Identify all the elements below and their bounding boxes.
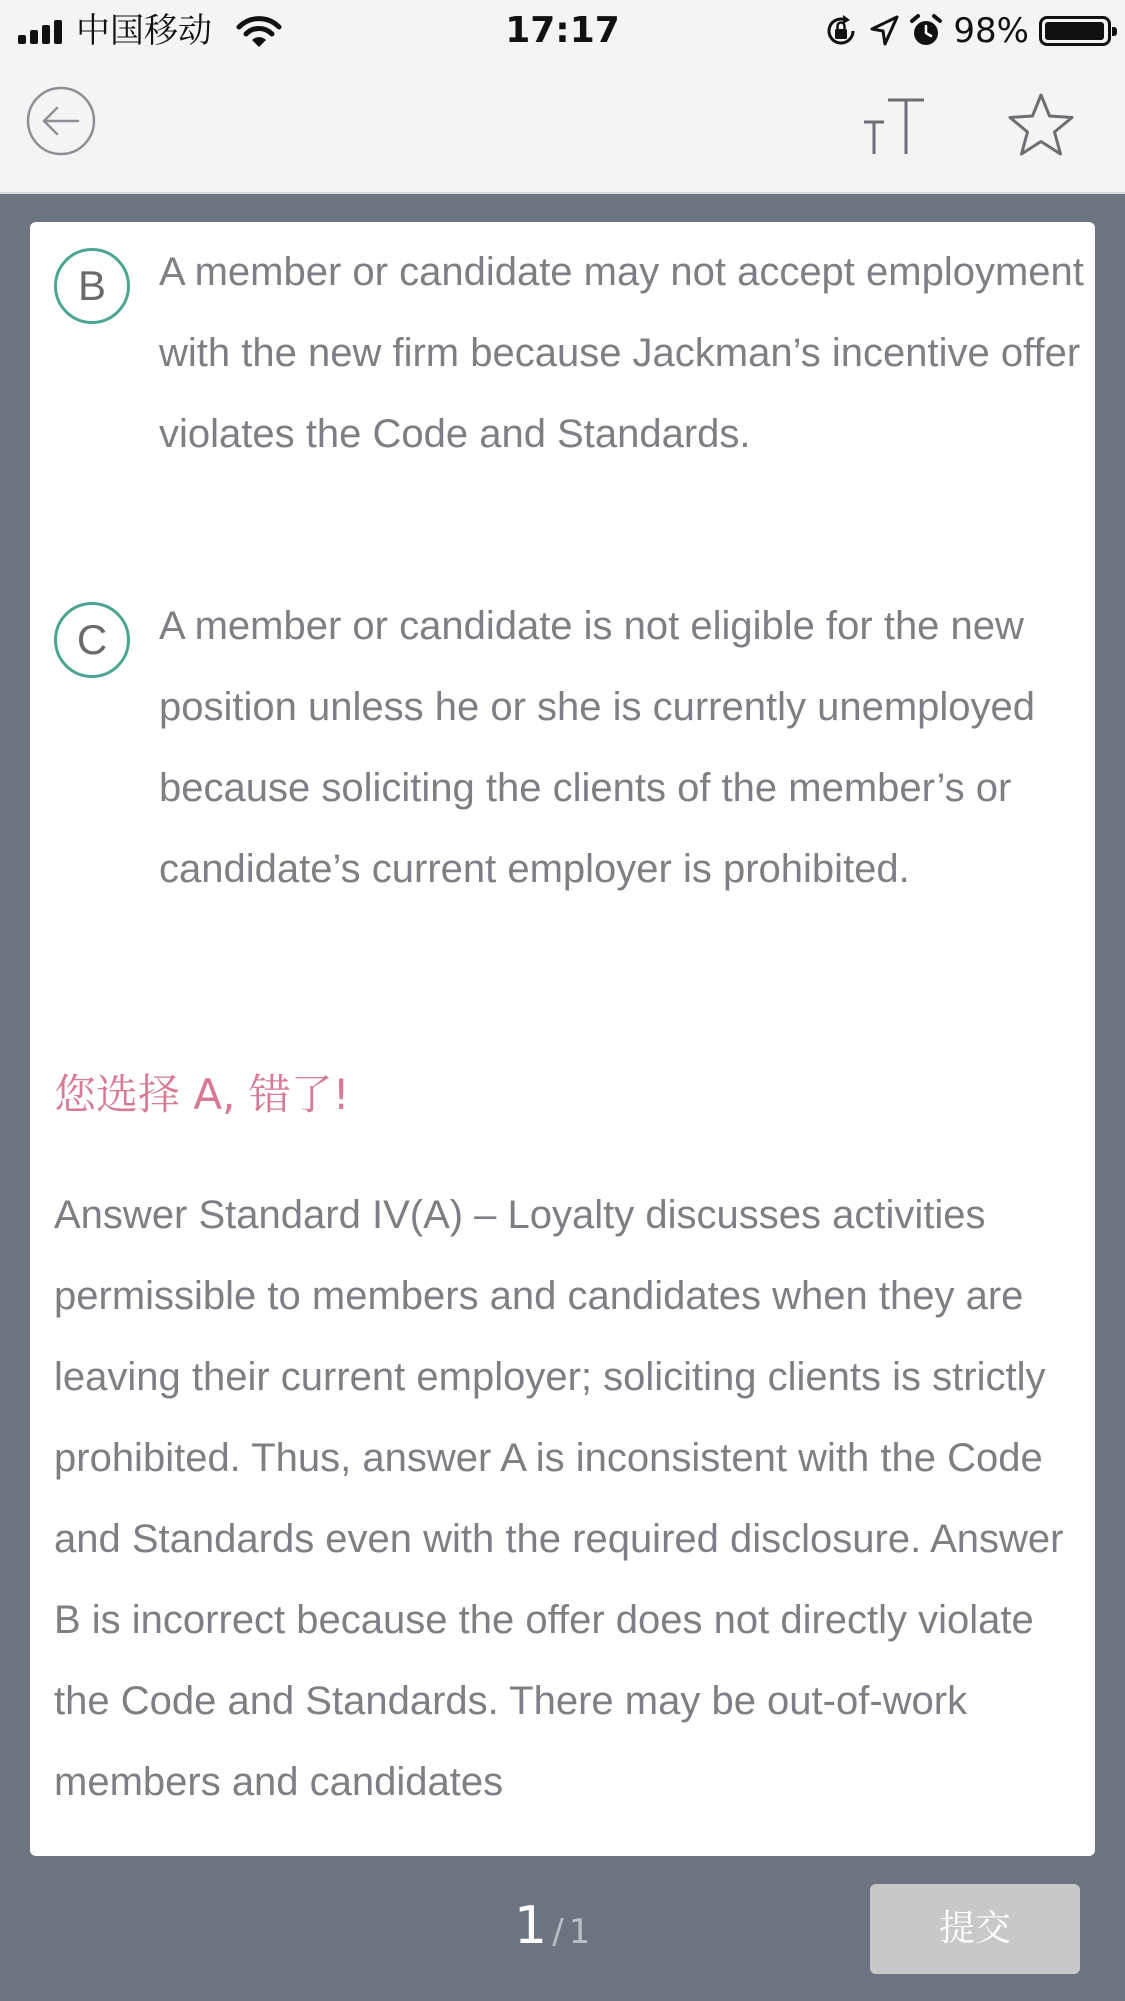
footer-bar (0, 1856, 1125, 2001)
back-arrow-icon[interactable] (26, 86, 96, 156)
submit-button[interactable]: 提交 (870, 1884, 1080, 1974)
answer-explanation: Answer Standard IV(A) – Loyalty discusses activities permissible to members and candidates when they are leaving their current employer; soliciting clients is strictly prohibited. Thus, answer A is inconsistent with the Code and Standards even with the required disclosure. Answer B is incorrect because the offer does not directly violate the Code and Standards. There may be out-of-work members and candidates (54, 1193, 1064, 1804)
page-indicator (514, 1896, 590, 1956)
answer-result: 您选择 A, 错了! (54, 1070, 350, 1119)
status-time: 17:17 (505, 10, 620, 51)
page-separator: / (552, 1912, 564, 1952)
nav-bar (0, 62, 1125, 194)
option-text[interactable]: A member or candidate is not eligible for the new position unless he or she is currently unemployed because soliciting the clients of the member’s or candidate’s current employer is prohibited. (159, 604, 1036, 891)
option-text[interactable]: A member or candidate may not accept employment with the new firm because Jackman’s incentive offer violates the Code and Standards. (159, 250, 1084, 456)
current-page: 1 (514, 1896, 548, 1956)
star-icon[interactable] (1006, 92, 1076, 158)
alarm-icon (909, 13, 943, 49)
battery-percent: 98% (953, 11, 1029, 51)
option-letter[interactable]: B (54, 248, 130, 324)
battery-icon (1039, 16, 1111, 46)
orientation-lock-icon (823, 13, 859, 49)
total-pages: 1 (568, 1912, 591, 1952)
status-bar (0, 0, 1125, 62)
font-size-icon[interactable] (862, 96, 926, 156)
location-icon (869, 14, 899, 48)
carrier-name: 中国移动 (76, 11, 212, 51)
option-letter[interactable]: C (54, 602, 130, 678)
question-card (30, 222, 1095, 1856)
